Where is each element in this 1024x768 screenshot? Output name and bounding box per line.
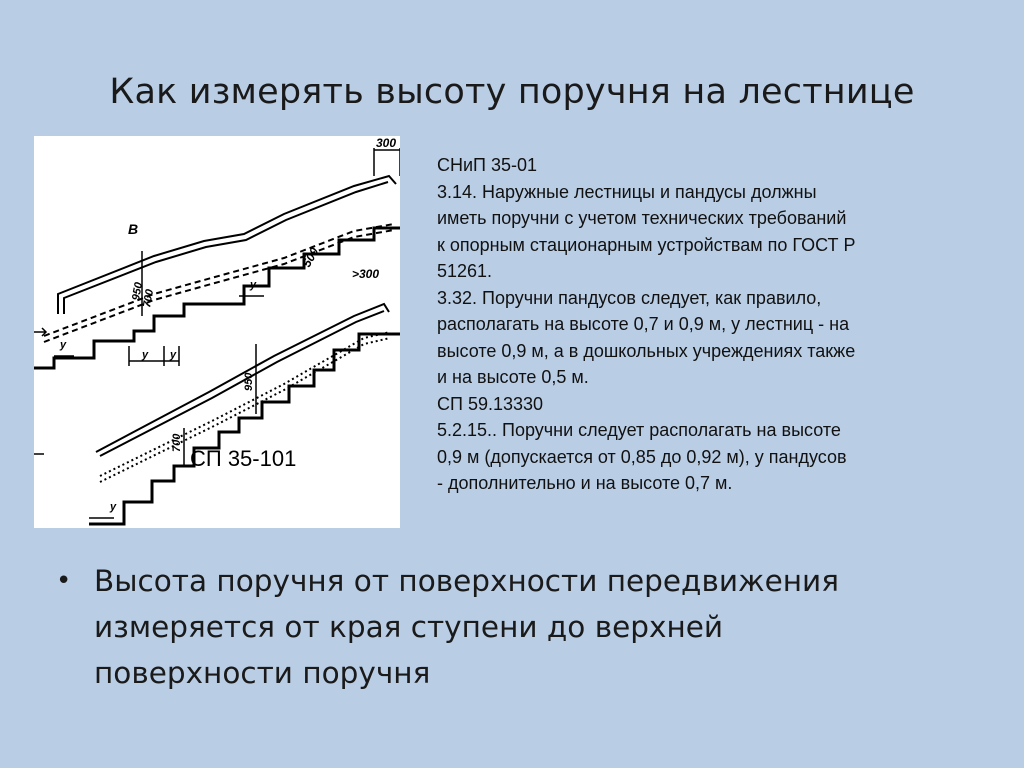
label-700-lower: 700 — [171, 433, 183, 452]
lower-stair-steps — [89, 334, 400, 524]
norm-line: 51261. — [437, 261, 493, 281]
figure-caption: СП 35-101 — [190, 446, 297, 471]
label-950-upper: 950 — [130, 281, 146, 302]
label-y-4: y — [250, 279, 257, 291]
norm-line: и на высоте 0,5 м. — [437, 367, 589, 387]
label-y-3: y — [170, 349, 177, 361]
label-300-mid: >300 — [352, 267, 380, 281]
slide-title: Как измерять высоту поручня на лестнице — [109, 72, 915, 112]
norm-line: к опорным стационарным устройствам по ГОСТ Р — [437, 234, 856, 255]
bullet-line: поверхности поручня — [94, 656, 431, 690]
norms-text — [437, 152, 997, 497]
label-300-top: 300 — [376, 136, 397, 150]
upper-stair-steps — [34, 228, 400, 368]
bullet-icon: • — [56, 566, 72, 596]
norm-line: 0,9 м (допускается от 0,85 до 0,92 м), у пандусов — [437, 446, 847, 467]
norm-line: располагать на высоте 0,7 и 0,9 м, у лестниц - на — [437, 314, 850, 334]
norm-line: СНиП 35-01 — [437, 155, 538, 175]
stair-diagram — [34, 136, 400, 528]
norm-line: иметь поручни с учетом технических требований — [437, 208, 847, 228]
label-y-5: y — [110, 501, 117, 513]
label-y-1: y — [60, 339, 67, 351]
label-y-2: y — [142, 349, 149, 361]
bullet-line: Высота поручня от поверхности передвижения — [94, 564, 839, 598]
norm-line: высоте 0,9 м, а в дошкольных учреждениях также — [437, 340, 856, 361]
label-500: 500 — [299, 245, 322, 270]
norm-line: 3.32. Поручни пандусов следует, как правило, — [437, 287, 822, 308]
bullet-line: измеряется от края ступени до верхней — [94, 610, 724, 644]
norm-line: СП 59.13330 — [437, 393, 544, 414]
label-950-lower: 950 — [243, 372, 255, 391]
norm-line: 3.14. Наружные лестницы и пандусы должны — [437, 181, 817, 202]
norm-line: - дополнительно и на высоте 0,7 м. — [437, 473, 733, 493]
norm-line: 5.2.15.. Поручни следует располагать на высоте — [437, 420, 841, 440]
label-letter-b: В — [128, 221, 139, 237]
bullet-text — [94, 558, 954, 696]
label-700-upper: 700 — [141, 288, 157, 309]
